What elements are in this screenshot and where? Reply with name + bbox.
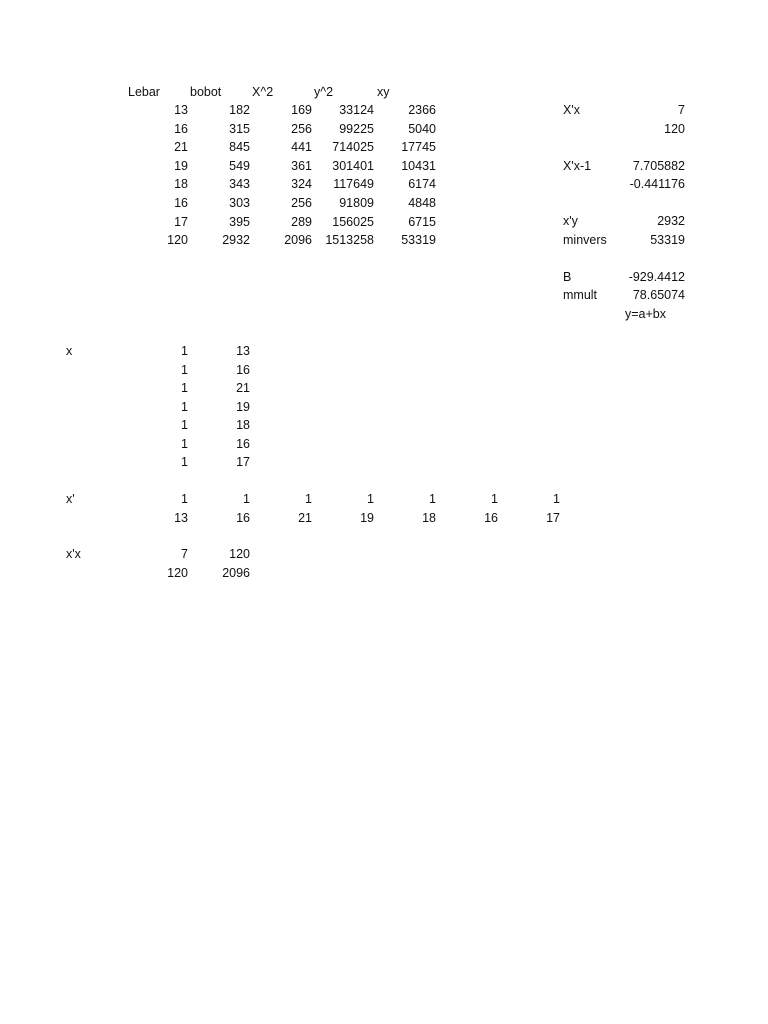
- table-cell: 117649: [333, 177, 374, 192]
- matrix-cell: 1: [181, 492, 188, 506]
- matrix-cell: 18: [236, 418, 250, 432]
- table-cell: 1513258: [325, 233, 374, 248]
- matrix-cell: 17: [236, 455, 250, 469]
- mmult-label: mmult: [563, 288, 598, 302]
- matrix-cell: 1: [243, 492, 250, 506]
- table-cell: 21: [174, 140, 188, 155]
- matrix-cell: 1: [367, 492, 374, 506]
- xtx-inverse-value-1: 7.705882: [632, 159, 685, 173]
- matrix-cell: 21: [298, 510, 312, 525]
- xtx-inverse-value-2: -0.441176: [629, 177, 685, 191]
- matrix-cell: 19: [360, 510, 374, 525]
- matrix-cell: 2096: [222, 565, 250, 580]
- x-matrix-label: x: [66, 344, 73, 358]
- table-cell: 6174: [408, 177, 436, 192]
- mmult-value: 78.65074: [632, 288, 685, 302]
- table-cell: 17: [174, 214, 188, 229]
- matrix-cell: 16: [236, 436, 250, 451]
- table-cell: 549: [229, 158, 250, 173]
- matrix-cell: 1: [181, 344, 188, 358]
- table-cell: 289: [291, 214, 312, 229]
- table-cell: 301401: [332, 158, 374, 173]
- table-cell: 343: [229, 177, 250, 192]
- table-cell: 714025: [332, 140, 374, 155]
- table-cell: 16: [174, 121, 188, 136]
- table-cell: 99225: [339, 121, 374, 136]
- table-cell: 10431: [401, 158, 436, 173]
- xty-label: x'y: [563, 214, 578, 228]
- table-cell: 303: [229, 196, 250, 210]
- matrix-cell: 120: [229, 547, 250, 561]
- matrix-cell: 1: [181, 399, 188, 414]
- matrix-cell: 120: [167, 565, 188, 580]
- b-value: -929.4412: [628, 270, 685, 284]
- matrix-cell: 16: [484, 510, 498, 525]
- table-cell: 182: [229, 103, 250, 117]
- matrix-cell: 7: [181, 547, 188, 561]
- matrix-cell: 1: [305, 492, 312, 506]
- regression-equation: y=a+bx: [625, 307, 667, 321]
- table-cell: 845: [229, 140, 250, 155]
- matrix-cell: 1: [491, 492, 498, 506]
- matrix-cell: 17: [546, 510, 560, 525]
- xtx-value-1: 7: [678, 103, 685, 117]
- table-cell: 5040: [408, 121, 436, 136]
- table-cell: 2366: [408, 103, 436, 117]
- table-cell: 6715: [408, 214, 436, 229]
- table-cell: 120: [167, 233, 188, 248]
- table-cell: 395: [229, 214, 250, 229]
- matrix-cell: 1: [553, 492, 560, 506]
- minvers-label: minvers: [563, 233, 607, 247]
- table-cell: 53319: [401, 233, 436, 248]
- table-cell: 91809: [339, 196, 374, 210]
- table-cell: 441: [291, 140, 312, 155]
- table-cell: 18: [174, 177, 188, 192]
- table-cell: 2096: [284, 233, 312, 248]
- matrix-cell: 21: [236, 381, 250, 395]
- matrix-cell: 1: [181, 455, 188, 469]
- matrix-cell: 1: [429, 492, 436, 506]
- table-cell: 17745: [401, 140, 436, 155]
- matrix-cell: 1: [181, 362, 188, 377]
- header-x-squared: X^2: [252, 85, 274, 99]
- table-cell: 16: [174, 196, 188, 210]
- b-label: B: [563, 270, 572, 284]
- xtx-inverse-label: X'x-1: [563, 159, 592, 173]
- table-cell: 324: [291, 177, 312, 192]
- minvers-value: 53319: [650, 233, 685, 247]
- table-cell: 169: [291, 103, 312, 117]
- table-cell: 256: [291, 196, 312, 210]
- matrix-cell: 16: [236, 510, 250, 525]
- table-cell: 256: [291, 121, 312, 136]
- table-cell: 315: [229, 121, 250, 136]
- header-bobot: bobot: [190, 85, 222, 99]
- matrix-cell: 19: [236, 399, 250, 414]
- xty-value: 2932: [657, 214, 685, 228]
- matrix-cell: 1: [181, 436, 188, 451]
- table-cell: 13: [174, 103, 188, 117]
- xt-matrix-label: x': [66, 492, 75, 506]
- header-lebar: Lebar: [128, 85, 160, 99]
- matrix-cell: 13: [236, 344, 250, 358]
- xtx-matrix-label: x'x: [66, 547, 81, 561]
- table-cell: 2932: [222, 233, 250, 248]
- table-cell: 33124: [339, 103, 374, 117]
- matrix-cell: 13: [174, 510, 188, 525]
- table-cell: 19: [174, 158, 188, 173]
- xtx-label: X'x: [563, 103, 580, 117]
- header-xy: xy: [377, 85, 390, 99]
- header-y-squared: y^2: [314, 85, 334, 99]
- table-cell: 361: [291, 158, 312, 173]
- matrix-cell: 18: [422, 510, 436, 525]
- table-cell: 156025: [332, 214, 374, 229]
- matrix-cell: 1: [181, 418, 188, 432]
- xtx-value-2: 120: [664, 122, 685, 136]
- table-cell: 4848: [408, 196, 436, 210]
- matrix-cell: 16: [236, 362, 250, 377]
- matrix-cell: 1: [181, 381, 188, 395]
